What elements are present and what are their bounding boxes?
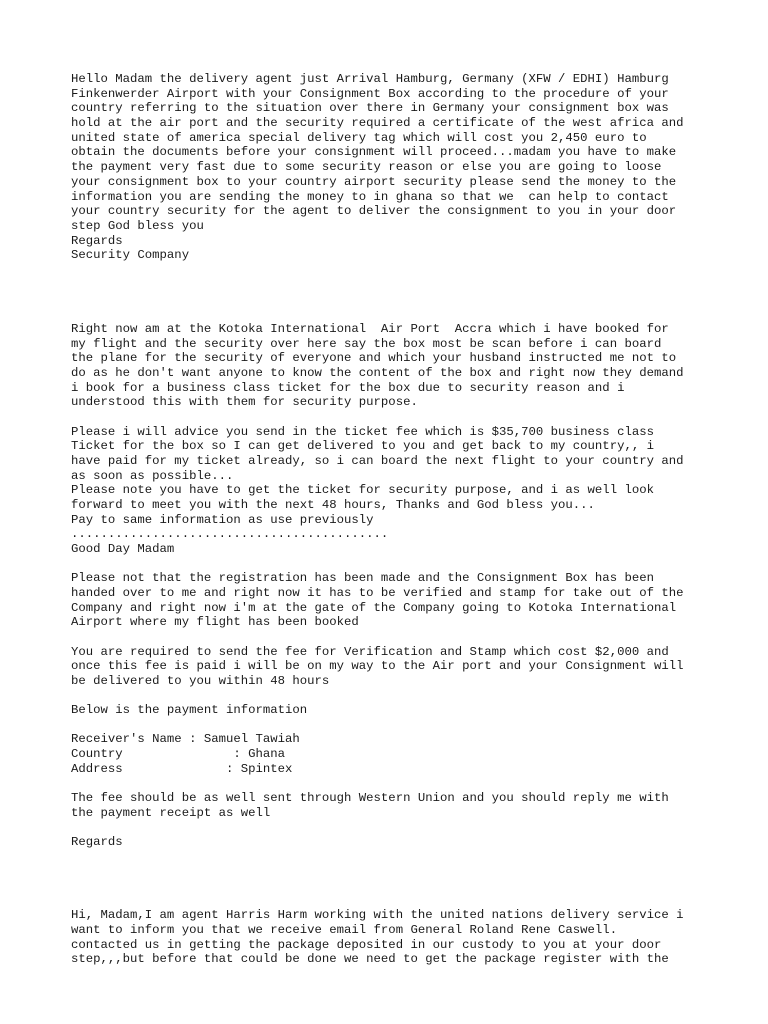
paragraph-msg3c xyxy=(71,703,711,718)
paragraph-gap xyxy=(71,689,711,704)
text-line: You are required to send the fee for Verification and Stamp which cost $2,000 and xyxy=(71,644,669,659)
text-line: have paid for my ticket already, so i can board the next flight to your country and xyxy=(71,453,684,468)
text-line: Security Company xyxy=(71,248,190,263)
text-line: do as he don't want anyone to know the content of the box and right now they demand xyxy=(71,366,684,380)
text-line: The fee should be as well sent through Western Union and you should reply me with xyxy=(71,790,669,805)
text-line: united state of america special delivery tag which will cost you 2,450 euro to xyxy=(71,130,647,145)
text-line: forward to meet you with the next 48 hours, Thanks and God bless you... xyxy=(71,498,595,512)
text-line: Hi, Madam,I am agent Harris Harm working with the united nations delivery service i xyxy=(71,908,684,923)
text-line: once this fee is paid i will be on my way to the Air port and your Consignment will xyxy=(71,659,684,674)
text-line: Regards xyxy=(71,233,123,248)
document-page xyxy=(71,72,711,967)
text-line: my flight and the security over here say the box most be scan before i can board xyxy=(71,336,662,351)
text-line: country referring to the situation over there in Germany your consignment box was xyxy=(71,101,669,116)
paragraph-msg4 xyxy=(71,908,711,967)
text-line: Ticket for the box so I can get delivered to you and get back to my country,, i xyxy=(71,439,654,454)
text-line: obtain the documents before your consignment will proceed...madam you have to make xyxy=(71,145,677,160)
text-line: Please note you have to get the ticket for security purpose, and i as well look xyxy=(71,483,654,498)
text-line: Airport where my flight has been booked xyxy=(71,615,359,630)
text-line: Hello Madam the delivery agent just Arrival Hamburg, Germany (XFW / EDHI) Hamburg xyxy=(71,72,669,86)
paragraph-gap xyxy=(71,776,711,791)
text-line: be delivered to you within 48 hours xyxy=(71,673,330,688)
text-line: i book for a business class ticket for the box due to security reason and i xyxy=(71,380,625,395)
text-line: as soon as possible... xyxy=(71,468,234,483)
text-line: Finkenwerder Airport with your Consignment Box according to the procedure of your xyxy=(71,86,669,101)
text-line: your country security for the agent to deliver the consignment to you in your door xyxy=(71,204,677,219)
text-line: hold at the air port and the security required a certificate of the west africa and xyxy=(71,116,684,131)
paragraph-msg2b xyxy=(71,425,711,557)
paragraph-gap xyxy=(71,263,711,322)
text-line: understood this with them for security purpose. xyxy=(71,395,418,410)
paragraph-msg1 xyxy=(71,72,711,263)
text-line: Pay to same information as use previously xyxy=(71,512,374,527)
text-line: step,,,but before that could be done we need to get the package register with the xyxy=(71,952,669,967)
paragraph-msg3b xyxy=(71,645,711,689)
paragraph-gap xyxy=(71,820,711,835)
text-line: Below is the payment information xyxy=(71,703,308,718)
paragraph-gap xyxy=(71,630,711,645)
paragraph-msg3e xyxy=(71,791,711,820)
text-line: Country : Ghana xyxy=(71,746,286,761)
text-line: the plane for the security of everyone and which your husband instructed me not to xyxy=(71,351,677,366)
paragraph-msg2 xyxy=(71,322,711,410)
paragraph-gap xyxy=(71,557,711,572)
paragraph-gap xyxy=(71,849,711,908)
text-line: Regards xyxy=(71,834,123,849)
text-line: ........................................... xyxy=(71,527,389,542)
text-line: Company and right now i'm at the gate of the Company going to Kotoka International xyxy=(71,600,677,615)
text-line: the payment very fast due to some security reason or else you are going to loose xyxy=(71,160,662,175)
text-line: Please not that the registration has been made and the Consignment Box has been xyxy=(71,571,654,586)
text-line: contacted us in getting the package deposited in our custody to you at your door xyxy=(71,937,662,952)
paragraph-msg3f xyxy=(71,835,711,850)
text-line: Right now am at the Kotoka International Air Port Accra which i have booked for xyxy=(71,321,669,336)
text-line: step God bless you xyxy=(71,218,204,233)
text-line: Please i will advice you send in the ticket fee which is $35,700 business class xyxy=(71,424,654,439)
text-line: handed over to me and right now it has to be verified and stamp for take out of the xyxy=(71,585,684,600)
text-line: Address : Spintex xyxy=(71,761,293,776)
paragraph-gap xyxy=(71,410,711,425)
text-line: the payment receipt as well xyxy=(71,805,271,820)
text-line: information you are sending the money to in ghana so that we can help to contact xyxy=(71,189,669,204)
paragraph-gap xyxy=(71,718,711,733)
text-line: want to inform you that we receive email from General Roland Rene Caswell. xyxy=(71,923,618,938)
paragraph-msg3d xyxy=(71,732,711,776)
text-line: Receiver's Name : Samuel Tawiah xyxy=(71,732,300,747)
text-line: your consignment box to your country airport security please send the money to the xyxy=(71,174,677,189)
text-line: Good Day Madam xyxy=(71,542,175,557)
paragraph-msg3 xyxy=(71,571,711,630)
